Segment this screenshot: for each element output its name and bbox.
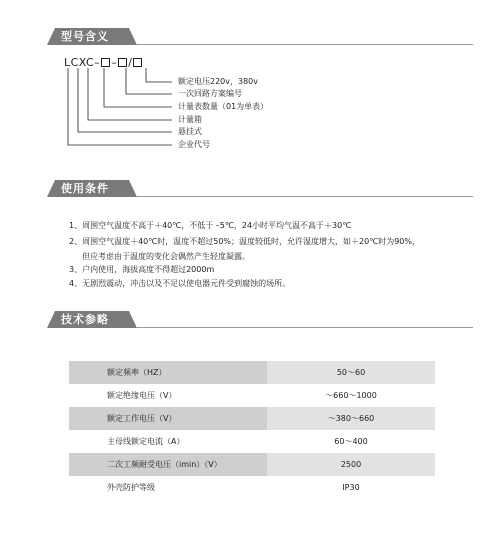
model-label-circuit-scheme: 一次回路方案编号 — [178, 89, 242, 98]
condition-item: 4、无剧烈震动，冲击以及不足以使电器元件受到腐蚀的场所。 — [69, 279, 291, 288]
table-row — [69, 384, 435, 407]
model-code-separator: – — [111, 56, 118, 69]
spec-value: ～660～1000 — [325, 391, 377, 400]
spec-name: 额定频率（HZ） — [107, 368, 167, 377]
section-title: 技术参略 — [61, 313, 109, 326]
leader-line — [126, 68, 172, 94]
spec-value: 50～60 — [336, 368, 366, 377]
table-row — [69, 407, 435, 430]
spec-value: ～380～660 — [327, 414, 375, 423]
model-code-separator: – — [94, 56, 101, 69]
condition-item: 2、周围空气温度＋40℃时，温度不超过50%；温度较低时，允许湿度增大，如＋20℃时为90%， — [69, 237, 420, 246]
condition-item: 3、户内使用，海拔高度不得超过2000m — [69, 265, 215, 274]
section-title: 型号含义 — [61, 30, 109, 43]
table-row — [69, 430, 435, 453]
section-divider — [137, 327, 473, 328]
spec-table — [69, 361, 435, 499]
model-label-rated-voltage: 额定电压220v，380v — [178, 77, 259, 86]
spec-value: 2500 — [340, 460, 362, 469]
leader-line — [146, 68, 172, 82]
model-code-prefix: LCXC — [64, 56, 95, 69]
condition-item-continued: 但应考虑由于温度的变化会偶然产生轻度凝露。 — [82, 252, 250, 261]
table-row — [69, 361, 435, 384]
spec-value: IP30 — [342, 483, 360, 492]
model-label-company-code: 企业代号 — [178, 140, 210, 149]
model-code-separator: / — [128, 56, 133, 69]
model-label-hanging: 悬挂式 — [178, 127, 202, 136]
spec-name: 二次工频耐受电压（imin）（V） — [107, 460, 222, 469]
condition-item: 1、周围空气温度不高于＋40℃，不低于 –5℃，24小时平均气温不高于＋30℃ — [69, 221, 352, 230]
leader-line — [104, 68, 172, 107]
spec-name: 外壳防护等级 — [107, 483, 155, 492]
spec-name: 主母线额定电流（A） — [107, 437, 185, 446]
section-title: 使用条件 — [61, 182, 109, 195]
spec-value: 60～400 — [334, 437, 368, 446]
model-label-meter-count: 计量表数量（01为单表） — [178, 102, 269, 111]
model-label-meter-box: 计量箱 — [178, 115, 202, 124]
table-row — [69, 476, 435, 499]
table-row — [69, 453, 435, 476]
section-divider — [137, 196, 473, 197]
leader-line — [68, 68, 172, 145]
leader-line — [78, 68, 172, 132]
spec-name: 额定工作电压（V） — [107, 414, 177, 423]
spec-name: 额定绝缘电压（V） — [107, 391, 177, 400]
